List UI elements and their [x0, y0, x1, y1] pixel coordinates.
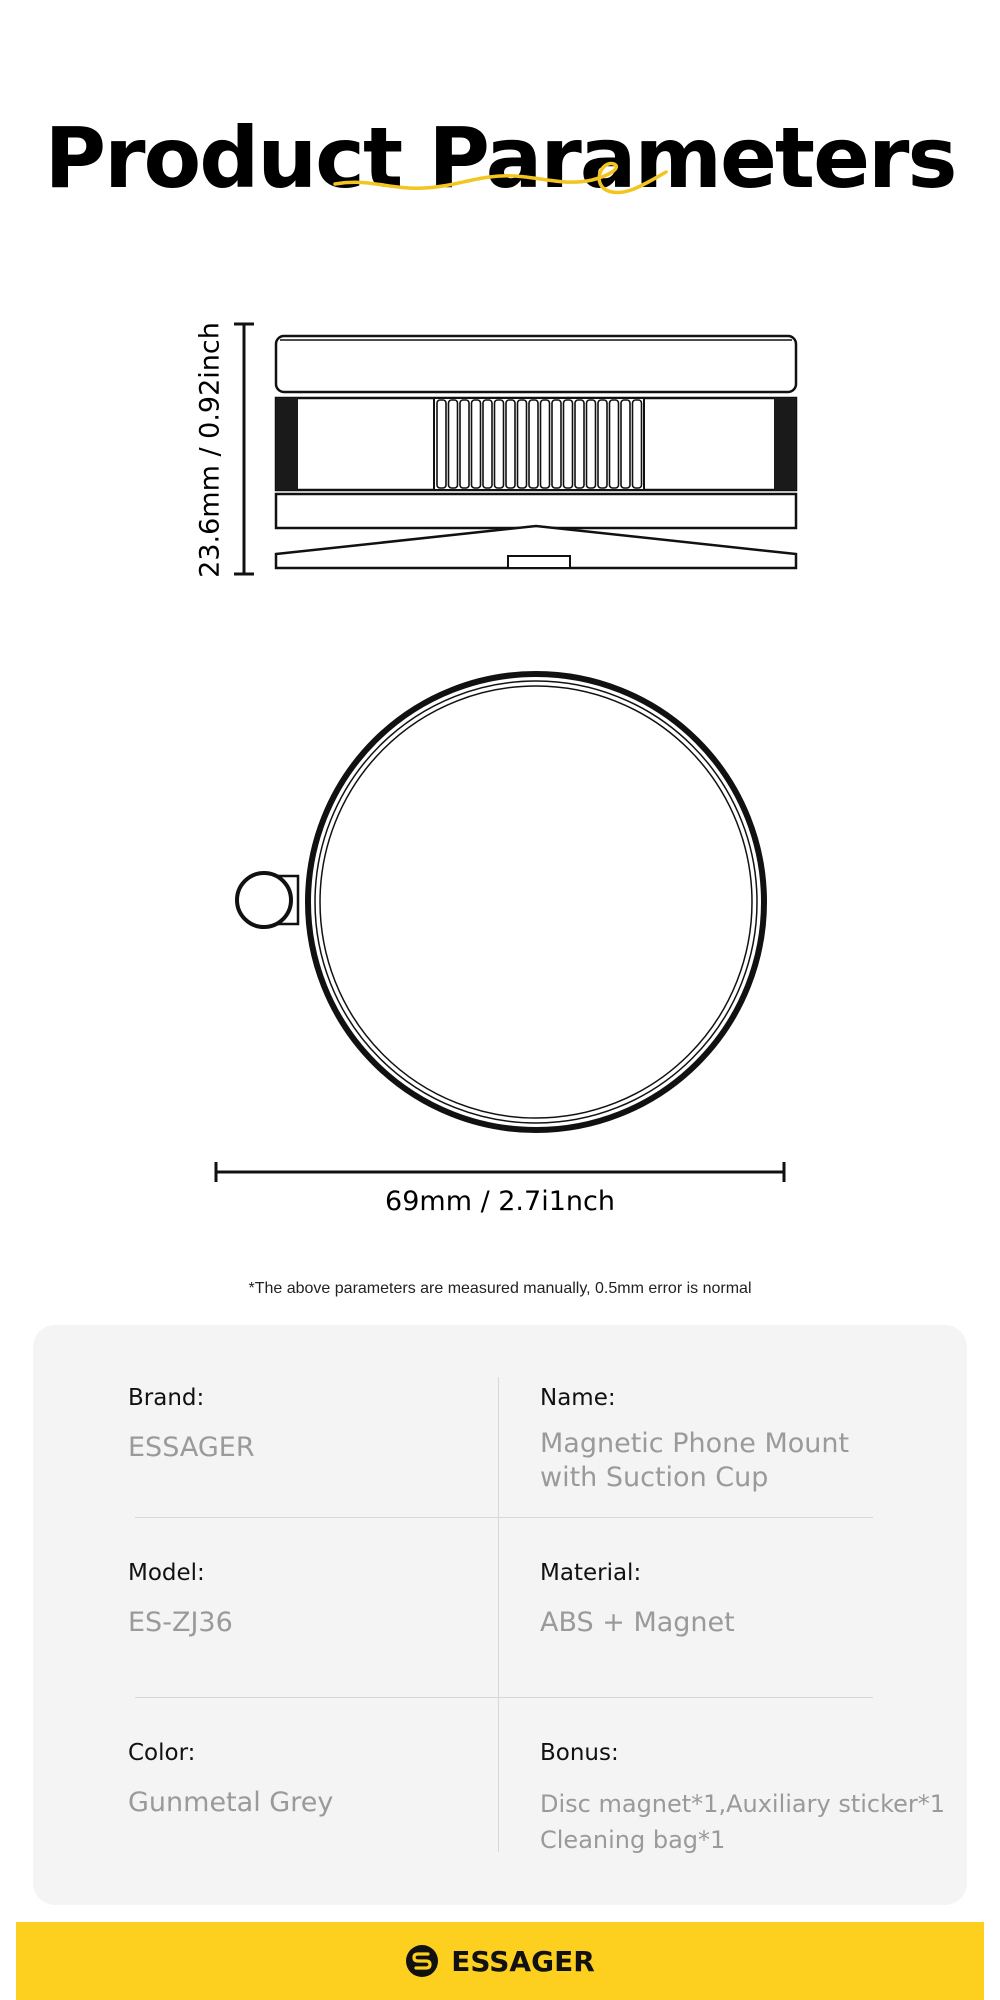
spec-value: Disc magnet*1,Auxiliary sticker*1 Cleaning bag*1 [540, 1790, 946, 1854]
spec-label: Model: [128, 1560, 205, 1586]
spec-label: Bonus: [540, 1740, 619, 1766]
spec-value: Magnetic Phone Mount with Suction Cup [540, 1428, 850, 1493]
side-view-drawing [190, 318, 820, 588]
page-title: Product Parameters [44, 109, 956, 207]
height-dimension-label: 23.6mm / 0.92inch [194, 322, 226, 578]
width-dimension-label: 69mm / 2.7i1nch [385, 1186, 615, 1217]
height-dimension-line [234, 324, 254, 574]
row-divider [135, 1697, 873, 1698]
brand-footer [16, 1922, 984, 2000]
spec-value: Gunmetal Grey [128, 1787, 334, 1818]
brand-name: ESSAGER [451, 1944, 595, 1978]
spec-model [128, 1560, 233, 1640]
spec-brand [128, 1385, 255, 1465]
decorative-underline-icon [330, 160, 670, 210]
spec-label: Color: [128, 1740, 196, 1766]
spec-name [540, 1385, 849, 1495]
spec-value: ABS + Magnet [540, 1607, 735, 1638]
measurement-note: *The above parameters are measured manually, 0.5mm error is normal [248, 1280, 752, 1297]
spec-value: ES-ZJ36 [128, 1607, 233, 1638]
spec-bonus [540, 1740, 945, 1858]
width-dimension-line [210, 1160, 790, 1184]
spec-card [33, 1325, 967, 1905]
top-view-drawing [230, 670, 770, 1140]
spec-material [540, 1560, 735, 1640]
column-divider [498, 1377, 499, 1852]
essager-logo-icon [405, 1944, 439, 1978]
spec-label: Brand: [128, 1385, 205, 1411]
spec-label: Name: [540, 1385, 616, 1411]
spec-label: Material: [540, 1560, 642, 1586]
row-divider [135, 1517, 873, 1518]
spec-value: ESSAGER [128, 1432, 255, 1463]
spec-color [128, 1740, 333, 1820]
grip-ridges [434, 398, 644, 490]
